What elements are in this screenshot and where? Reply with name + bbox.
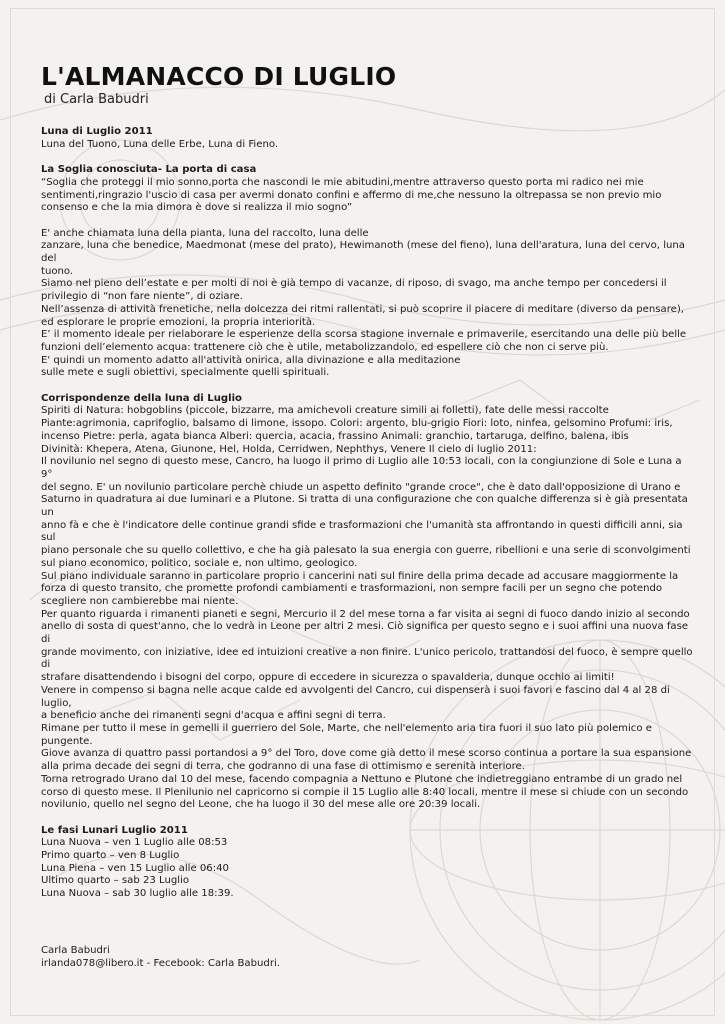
names-section [41, 228, 696, 380]
soglia-section [41, 164, 696, 215]
text-line: del segno. E' un novilunio particolare perchè chiude un aspetto definito "grande croce", che è dato dall'opposizione di Urano e [41, 481, 681, 493]
text-line: Torna retrogrado Urano dal 10 del mese, facendo compagnia a Nettuno e Plutone che indietreggiano entrambe di un grado nel [41, 773, 683, 785]
text-line: grande movimento, con iniziative, idee ed intuizioni creative a non finire. L'unico pericolo, trattandosi del fuoco, è sempre quello di [41, 646, 693, 671]
intro-heading: Luna di Luglio 2011 [41, 126, 153, 137]
text-line: novilunio, quello nel segno del Leone, che ha luogo il 30 del mese alle ore 20:39 locali. [41, 799, 481, 811]
text-line: scegliere non cambierebbe mai niente. [41, 595, 239, 607]
text-line: E’ il momento ideale per rielaborare le esperienze della scorsa stagione invernale e primaverile, esercitando una delle più belle [41, 329, 687, 341]
text-line: Siamo nel pieno dell’estate e per molti di noi è già tempo di vacanze, di riposo, di svago, ma anche tempo per concedersi il [41, 278, 667, 290]
phase-line: Ultimo quarto – sab 23 Luglio [41, 875, 190, 887]
fasi-heading: Le fasi Lunari Luglio 2011 [41, 824, 188, 836]
text-line: Venere in compenso si bagna nelle acque calde ed avvolgenti del Cancro, cui dispenserà i suoi favori e fascino dal 4 al 28 di luglio, [41, 684, 670, 709]
text-line: sulle mete e sugli obiettivi, specialmente quelli spirituali. [41, 367, 330, 379]
text-line: Giove avanza di quattro passi portandosi a 9° del Toro, dove come già detto il mese scorso continua a portare la sua espansione [41, 748, 692, 760]
intro-section [41, 126, 696, 151]
text-line: zanzare, luna che benedice, Maedmonat (mese del prato), Hewimanoth (mese del fieno), luna dell'aratura, luna del cervo, luna del [41, 240, 685, 264]
text-line: tuono. [41, 265, 74, 277]
text-line: consenso e che la mia dimora è dove si realizza il mio sogno” [41, 202, 353, 214]
text-line: Spiriti di Natura: hobgoblins (piccole, bizzarre, ma amichevoli creature simili ai folletti), fate delle messi raccolte [41, 405, 609, 417]
signature-name: Carla Babudri [41, 944, 110, 956]
text-line: Il novilunio nel segno di questo mese, Cancro, ha luogo il primo di Luglio alle 10:53 locali, con la congiunzione di Sole e Luna a 9° [41, 456, 682, 480]
text-line: Nell’assenza di attività frenetiche, nella dolcezza dei ritmi rallentati, si può scoprire il piacere di meditare (diverso da pensare), [41, 303, 684, 315]
text-line: pungente. [41, 735, 93, 747]
soglia-heading: La Soglia conosciuta- La porta di casa [41, 164, 257, 176]
text-line: corso di questo mese. Il Plenilunio nel capricorno si compie il 15 Luglio alle 8:40 locali, mentre il mese si chiude con un secondo [41, 786, 689, 798]
fasi-section [41, 825, 696, 901]
phase-line: Primo quarto – ven 8 Luglio [41, 850, 180, 862]
text-line: Rimane per tutto il mese in gemelli il guerriero del Sole, Marte, che nell'elemento aria tira fuori il suo lato più polemico e [41, 723, 652, 734]
signature-section [41, 945, 696, 970]
phase-line: Luna Piena – ven 15 Luglio alle 06:40 [41, 862, 229, 874]
text-line: funzioni dell’elemento acqua: trattenere ciò che è utile, metabolizzandolo, ed espellere ciò che non ci serve più. [41, 341, 609, 353]
text-line: “Soglia che proteggi il mio sonno,porta che nascondi le mie abitudini,mentre attraverso questo porta mi radico nei mie [41, 176, 644, 188]
corrispondenze-heading: Corrispondenze della luna di Luglio [41, 392, 242, 404]
text-line: E' quindi un momento adatto all'attività onirica, alla divinazione e alla meditazione [41, 354, 461, 366]
text-line: strafare disattendendo i bisogni del corpo, oppure di eccedere in sicurezza o spavalderia, dunque occhio ai limiti! [41, 672, 615, 684]
text-line: anno fà e che è l'indicatore delle continue grandi sfide e trasformazioni che l'umanità sta affrontando in questi difficili anni, sia sul [41, 519, 683, 544]
text-line: Piante:agrimonia, caprifoglio, balsamo di limone, issopo. Colori: argento, blu-grigio Fiori: loto, ninfea, gelsomino Profumi: iris, [41, 418, 673, 430]
text-line: sentimenti,ringrazio l'uscio di casa per avermi donato confini e affermo di me,che nessuno la oltrepassa se non previo mio [41, 189, 662, 201]
author-byline: di Carla Babudri [44, 92, 149, 107]
page-title: L'ALMANACCO DI LUGLIO [41, 62, 397, 91]
text-line: forza di questo transito, che promette profondi cambiamenti e trasformazioni, non sempre facili per un segno che potendo [41, 583, 663, 595]
phase-line: Luna Nuova – ven 1 Luglio alle 08:53 [41, 837, 228, 849]
phase-line: Luna Nuova – sab 30 luglio alle 18:39. [41, 888, 234, 900]
text-line: E' anche chiamata luna della pianta, luna del raccolto, luna delle [41, 227, 369, 239]
text-line: incenso Pietre: perla, agata bianca Alberi: quercia, acacia, frassino Animali: granchio, tartaruga, delfino, balena, ibis [41, 430, 629, 442]
text-line: sul piano economico, politico, sociale e, non ultimo, geologico. [41, 557, 358, 569]
text-line: Saturno in quadratura ai due luminari e a Plutone. Si tratta di una configurazione che con qualche differenza si è già presentata un [41, 494, 688, 519]
intro-line: Luna del Tuono, Luna delle Erbe, Luna di Fieno. [41, 138, 279, 150]
text-line: privilegio di “non fare niente”, di oziare. [41, 291, 243, 303]
text-line: ed esplorare le proprie emozioni, la propria interiorità. [41, 316, 316, 328]
article-content [41, 62, 696, 970]
text-line: Divinità: Khepera, Atena, Giunone, Hel, Holda, Cerridwen, Nephthys, Venere Il cielo di luglio 2011: [41, 443, 537, 455]
text-line: a beneficio anche dei rimanenti segni d'acqua e affini segni di terra. [41, 710, 386, 722]
text-line: Sul piano individuale saranno in particolare proprio i cancerini nati sul finire della prima decade ad accusare maggiormente la [41, 570, 679, 582]
signature-contact: irlanda078@libero.it - Fecebook: Carla Babudri. [41, 957, 280, 969]
text-line: Per quanto riguarda i rimanenti pianeti e segni, Mercurio il 2 del mese torna a far visita ai segni di fuoco dando inizio al secondo [41, 608, 690, 620]
corrispondenze-section [41, 393, 696, 812]
text-line: anello di sosta di quest'anno, che lo vedrà in Leone per altri 2 mesi. Ciò significa per questo segno e i suoi affini una nuova fase di [41, 621, 689, 646]
text-line: piano personale che su quello collettivo, e che ha già palesato la sua energia con guerre, ribellioni e una serie di sconvolgimenti [41, 545, 691, 557]
text-line: alla prima decade dei segni di terra, che godranno di una fase di ottimismo e serenità interiore. [41, 761, 525, 773]
